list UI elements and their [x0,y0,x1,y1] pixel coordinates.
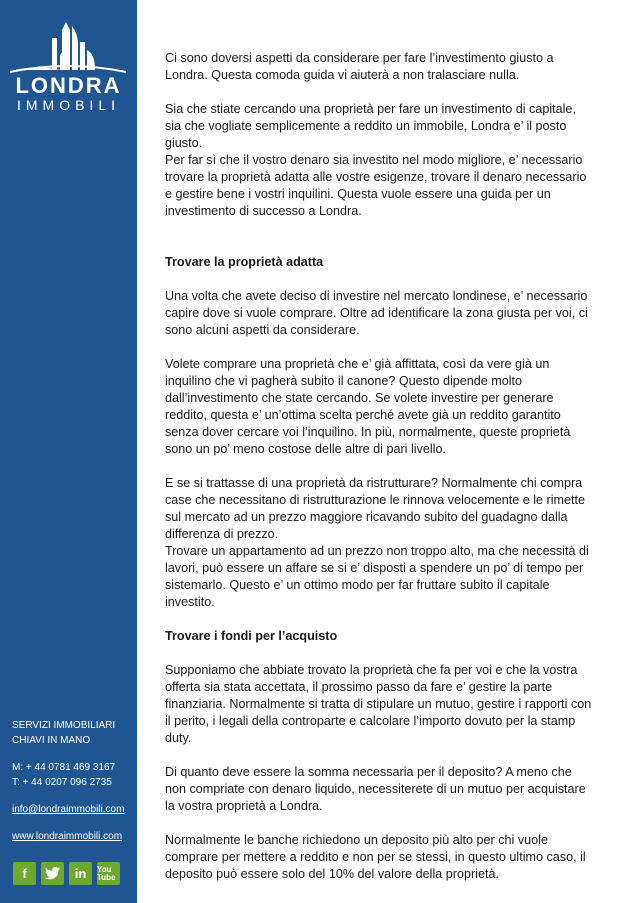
twitter-icon[interactable] [41,862,64,885]
facebook-icon[interactable]: f [13,862,36,885]
paragraph: Per far sì che il vostro denaro sia investito nel modo migliore, e’ necessario trovare la proprietà adatta alle vostre esigenze, trovare il denaro necessario e gestire bene i vostri inquilini. Questa vuole essere una guida per un investimento di successo a Londra. [165,153,587,218]
youtube-icon[interactable]: You Tube [97,862,120,885]
skyline-icon [0,20,137,75]
services-label: SERVIZI IMMOBILIARI [12,720,116,731]
mobile-number: M: + 44 0781 469 3167 [12,762,116,773]
phone-number: T: + 44 0207 096 2735 [12,777,112,788]
brand-logo [0,20,137,113]
paragraph: Trovare un appartamento ad un prezzo non troppo alto, ma che necessità di lavori, può essere un affare se si e’ disposti a spendere un po’ di tempo per sistemarlo. Questo e’ un ottimo modo per far fruttare subito il capitale investito. [165,544,589,609]
section-heading: Trovare la proprietà adatta [165,255,324,269]
paragraph: Di quanto deve essere la somma necessaria per il deposito? A meno che non compriate con denaro liquido, necessiterete di un mutuo per acquistare la vostra proprietà a Londra. [165,765,586,813]
brand-name: LONDRA [15,73,122,98]
paragraph: Normalmente le banche richiedono un deposito più alto per chi vuole comprare per mettere a reddito e non per se stessi, in questo ultimo caso, il deposito può essere solo del 10% del valore della proprietà. [165,833,586,881]
article-body [165,50,595,900]
sidebar [0,0,137,903]
paragraph: E se si trattasse di una proprietà da ristrutturare? Normalmente chi compra case che necessitano di ristrutturazione le rinnova velocemente e le rimette sul mercato ad un prezzo maggiore ricavando subito del guadagno dalla differenza di prezzo. [165,476,586,541]
paragraph: Una volta che avete deciso di investire nel mercato londinese, e’ necessario capire dove si vuole comprare. Oltre ad identificare la zona giusta per voi, ci sono alcuni aspetti da considerare. [165,289,588,337]
website-link[interactable]: www.londraimmobili.com [12,831,123,842]
section-heading: Trovare i fondi per l’acquisto [165,629,338,643]
paragraph: Supponiamo che abbiate trovato la proprietà che fa per voi e che la vostra offerta sia stata accettata, il prossimo passo da fare e’ gestire la parte finanziaria. Normalmente si tratta di stipulare un mutuo, gestire i rapporti con il perito, i legali della controparte e calcolare l’importo dovuto per la stamp duty. [165,663,592,745]
social-links [13,862,120,885]
intro-paragraph: Ci sono doversi aspetti da considerare per fare l’investimento giusto a Londra. Questa comoda guida vi aiuterà a non tralasciare nulla. [165,51,554,82]
linkedin-icon[interactable]: in [69,862,92,885]
brand-subtitle: IMMOBILI [16,97,120,113]
contact-info [12,718,134,844]
services-sublabel: CHIAVI IN MANO [12,735,91,746]
paragraph: Volete comprare una proprietà che e’ già affittata, così da vere già un inquilino che vi pagherà subito il canone? Questo dipende molto dall’investimento che state cercando. Se volete investire per generare reddito, questa e’ un’ottima scelta perché avete già un reddito garantito senza dover cercare voi l’inquilino. In più, normalmente, queste proprietà sono un po’ meno costose delle altre di pari livello. [165,357,571,456]
email-link[interactable]: info@londraimmobili.com [12,804,125,815]
paragraph: Sia che stiate cercando una proprietà per fare un investimento di capitale, sia che vogliate semplicemente a reddito un immobile, Londra e’ il posto giusto. [165,102,576,150]
